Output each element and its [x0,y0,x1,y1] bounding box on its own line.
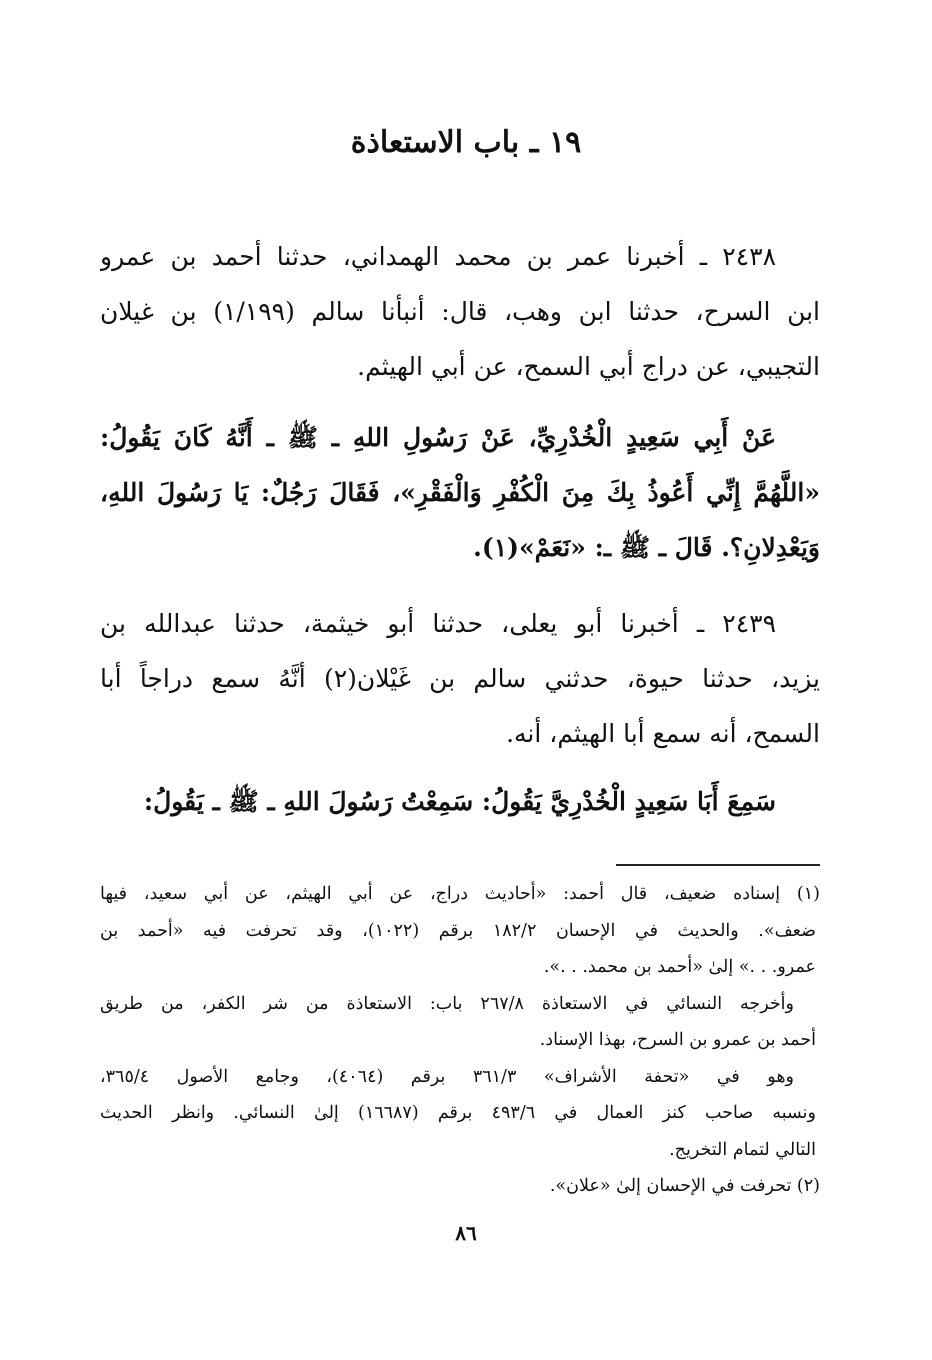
footnote-line: ونسبه صاحب كنز العمال في ٤٩٣/٦ برقم (١٦٦٨٧) إلىٰ النسائي. وانظر الحديث [100,1103,816,1123]
paragraph-line: التجيبي، عن دراج أبي السمح، عن أبي الهيثم. [357,352,820,381]
paragraph-2439 [100,596,820,761]
paragraph-line: ٢٤٣٩ ـ أخبرنا أبو يعلى، حدثنا أبو خيثمة، حدثنا عبدالله بن [100,609,776,638]
hadith-line: وَيَعْدِلانِ؟. قَالَ ـ ﷺ ـ: «نَعَمْ»(١). [473,533,820,562]
paragraph-line: ابن السرح، حدثنا ابن وهب، قال: أنبأنا سالم (١/١٩٩) بن غيلان [100,297,820,326]
footnote-line: التالي لتمام التخريج. [669,1139,816,1160]
hadith-2439 [100,774,820,829]
hadith-line: سَمِعَ أَبَا سَعِيدٍ الْخُدْرِيَّ يَقُولُ: سَمِعْتُ رَسُولَ اللهِ ـ ﷺ ـ يَقُولُ: [143,787,776,816]
footnote-line: (٢) تحرفت في الإحسان إلىٰ «علان». [549,1176,820,1196]
paragraph-line: ٢٤٣٨ ـ أخبرنا عمر بن محمد الهمداني، حدثنا أحمد بن عمرو [100,242,776,271]
footnote-line: (١) إسناده ضعيف، قال أحمد: «أحاديث دراج، عن أبي الهيثم، عن أبي سعيد، فيها [100,884,820,904]
footnote-line: وهو في «تحفة الأشراف» ٣٦١/٣ برقم (٤٠٦٤)، وجامع الأصول ٣٦٥/٤، [100,1066,794,1087]
footnote-line: أحمد بن عمرو بن السرح، بهذا الإسناد. [539,1030,816,1050]
paragraph-2438 [100,229,820,394]
hadith-line: عَنْ أَبِي سَعِيدٍ الْخُدْرِيِّ، عَنْ رَسُولِ اللهِ ـ ﷺ ـ أَنَّهُ كَانَ يَقُولُ: [100,423,776,452]
footnote-line: وأخرجه النسائي في الاستعاذة ٢٦٧/٨ باب: الاستعاذة من شر الكفر، من طريق [100,993,794,1014]
footnote-line: ضعف». والحديث في الإحسان ١٨٢/٢ برقم (١٠٢٢)، وقد تحرفت فيه «أحمد بن [100,920,816,941]
footnote-line: عمرو. . .» إلىٰ «أحمد بن محمد. . .». [543,957,816,977]
hadith-2438 [100,410,820,575]
paragraph-line: السمح، أنه سمع أبا الهيثم، أنه. [506,719,820,748]
footnote-separator [616,864,820,866]
footnotes [100,876,820,1205]
hadith-line: «اللَّهُمَّ إِنِّي أَعُوذُ بِكَ مِنَ الْكُفْرِ وَالْفَقْرِ»، فَقَالَ رَجُلٌ: يَا رَسُولَ اللهِ، [100,478,820,507]
chapter-title: ١٩ ـ باب الاستعاذة [350,125,582,160]
paragraph-line: يزيد، حدثنا حيوة، حدثني سالم بن غَيْلان(٢) أنَّهُ سمع دراجاً أبا [100,664,820,693]
page-number: ٨٦ [455,1221,477,1245]
